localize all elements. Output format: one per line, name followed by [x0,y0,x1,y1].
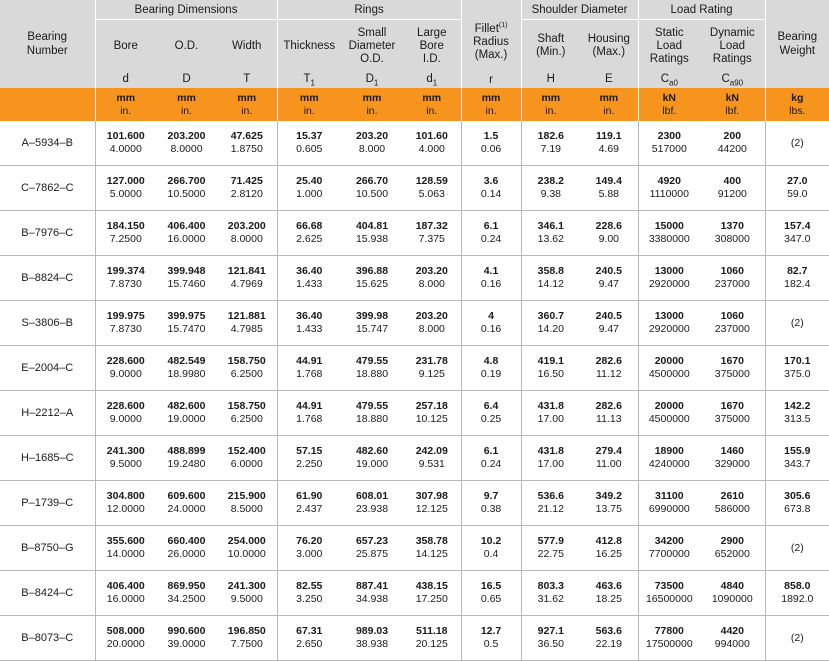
value-cell: 121.881 4.7985 [217,301,277,346]
value-cell: 25.40 1.000 [277,166,341,211]
value-cell: 34200 7700000 [638,526,700,571]
value-cell: 887.41 34.938 [341,571,403,616]
value-cell: 73500 16500000 [638,571,700,616]
value-cell: 203.200 8.0000 [156,121,217,166]
value-cell: 511.18 20.125 [403,616,461,661]
value-cell: 44.91 1.768 [277,346,341,391]
value-cell: 128.59 5.063 [403,166,461,211]
shoulder-diameter-group: Shoulder Diameter [521,0,638,20]
bearing-number: A–5934–B [0,121,95,166]
unit-cell: mm in. [580,88,638,121]
column-symbol: d [95,72,156,88]
table-row [0,121,829,166]
value-cell: 396.88 15.625 [341,256,403,301]
value-cell: 31100 6990000 [638,481,700,526]
value-cell: 13000 2920000 [638,301,700,346]
value-cell: 419.1 16.50 [521,346,580,391]
column-header: Static Load Ratings [638,20,700,73]
value-cell: 488.899 19.2480 [156,436,217,481]
value-cell: 215.900 8.5000 [217,481,277,526]
value-cell: 121.841 4.7969 [217,256,277,301]
column-header: Large Bore I.D. [403,20,461,73]
value-cell: 4.8 0.19 [461,346,521,391]
value-cell: 242.09 9.531 [403,436,461,481]
unit-cell: mm in. [217,88,277,121]
value-cell: 482.600 19.0000 [156,391,217,436]
bearing-number: B–8750–G [0,526,95,571]
value-cell: 20000 4500000 [638,346,700,391]
bearing-number: B–8424–C [0,571,95,616]
value-cell: 82.55 3.250 [277,571,341,616]
value-cell: 990.600 39.0000 [156,616,217,661]
value-cell: 438.15 17.250 [403,571,461,616]
value-cell: 127.000 5.0000 [95,166,156,211]
value-cell: 158.750 6.2500 [217,391,277,436]
table-row [0,616,829,661]
unit-cell: mm in. [521,88,580,121]
column-header: Dynamic Load Ratings [700,20,765,73]
value-cell: 482.549 18.9980 [156,346,217,391]
value-cell: 1.5 0.06 [461,121,521,166]
value-cell: 228.600 9.0000 [95,391,156,436]
column-symbol: D [156,72,217,88]
column-header: Housing (Max.) [580,20,638,73]
value-cell: 196.850 7.7500 [217,616,277,661]
value-cell: 4840 1090000 [700,571,765,616]
unit-cell: mm in. [461,88,521,121]
value-cell: 4 0.16 [461,301,521,346]
value-cell: 399.948 15.7460 [156,256,217,301]
table-row [0,166,829,211]
units-empty [0,88,95,121]
value-cell: 231.78 9.125 [403,346,461,391]
value-cell: 479.55 18.880 [341,346,403,391]
unit-cell: mm in. [156,88,217,121]
value-cell: 431.8 17.00 [521,391,580,436]
value-cell: 203.20 8.000 [341,121,403,166]
value-cell: 6.4 0.25 [461,391,521,436]
column-symbol: $C_{a90}$ [700,72,765,88]
unit-cell: kN lbf. [700,88,765,121]
fillet-symbol: r [461,72,521,88]
value-cell: 257.18 10.125 [403,391,461,436]
value-cell: 482.60 19.000 [341,436,403,481]
value-cell: 10.2 0.4 [461,526,521,571]
value-cell: 254.000 10.0000 [217,526,277,571]
value-cell: 228.6 9.00 [580,211,638,256]
value-cell: 3.6 0.14 [461,166,521,211]
value-cell: 1370 308000 [700,211,765,256]
weight-cell: 82.7 182.4 [765,256,829,301]
weight-cell: 858.0 1892.0 [765,571,829,616]
value-cell: 608.01 23.938 [341,481,403,526]
column-header: O.D. [156,20,217,73]
weight-cell: (2) [765,121,829,166]
value-cell: 119.1 4.69 [580,121,638,166]
value-cell: 4420 994000 [700,616,765,661]
value-cell: 20000 4500000 [638,391,700,436]
column-symbol: $C_{a0}$ [638,72,700,88]
table-header [0,0,829,121]
value-cell: 660.400 26.0000 [156,526,217,571]
value-cell: 67.31 2.650 [277,616,341,661]
value-cell: 279.4 11.00 [580,436,638,481]
value-cell: 282.6 11.12 [580,346,638,391]
value-cell: 182.6 7.19 [521,121,580,166]
unit-cell: mm in. [277,88,341,121]
value-cell: 609.600 24.0000 [156,481,217,526]
value-cell: 2900 652000 [700,526,765,571]
value-cell: 1670 375000 [700,391,765,436]
bearing-number: S–3806–B [0,301,95,346]
column-header: Shaft (Min.) [521,20,580,73]
value-cell: 9.7 0.38 [461,481,521,526]
value-cell: 76.20 3.000 [277,526,341,571]
table-row [0,571,829,616]
value-cell: 431.8 17.00 [521,436,580,481]
value-cell: 36.40 1.433 [277,301,341,346]
value-cell: 266.700 10.5000 [156,166,217,211]
value-cell: 563.6 22.19 [580,616,638,661]
value-cell: 657.23 25.875 [341,526,403,571]
value-cell: 536.6 21.12 [521,481,580,526]
value-cell: 15000 3380000 [638,211,700,256]
value-cell: 360.7 14.20 [521,301,580,346]
table-row [0,256,829,301]
value-cell: 203.20 8.000 [403,301,461,346]
value-cell: 406.400 16.0000 [156,211,217,256]
value-cell: 184.150 7.2500 [95,211,156,256]
value-cell: 404.81 15.938 [341,211,403,256]
value-cell: 463.6 18.25 [580,571,638,616]
column-symbol: E [580,72,638,88]
value-cell: 203.20 8.000 [403,256,461,301]
value-cell: 238.2 9.38 [521,166,580,211]
value-cell: 577.9 22.75 [521,526,580,571]
value-cell: 57.15 2.250 [277,436,341,481]
column-header: Small Diameter O.D. [341,20,403,73]
value-cell: 400 91200 [700,166,765,211]
value-cell: 240.5 9.47 [580,301,638,346]
value-cell: 989.03 38.938 [341,616,403,661]
unit-cell: kN lbf. [638,88,700,121]
value-cell: 44.91 1.768 [277,391,341,436]
table-row [0,346,829,391]
column-symbol: T [217,72,277,88]
value-cell: 2300 517000 [638,121,700,166]
bearing-number: H–1685–C [0,436,95,481]
value-cell: 200 44200 [700,121,765,166]
weight-cell: 27.0 59.0 [765,166,829,211]
weight-cell: 170.1 375.0 [765,346,829,391]
value-cell: 158.750 6.2500 [217,346,277,391]
value-cell: 101.60 4.000 [403,121,461,166]
value-cell: 18900 4240000 [638,436,700,481]
bearing-number: P–1739–C [0,481,95,526]
value-cell: 406.400 16.0000 [95,571,156,616]
value-cell: 4920 1110000 [638,166,700,211]
value-cell: 149.4 5.88 [580,166,638,211]
value-cell: 47.625 1.8750 [217,121,277,166]
value-cell: 199.374 7.8730 [95,256,156,301]
weight-cell: 142.2 313.5 [765,391,829,436]
value-cell: 349.2 13.75 [580,481,638,526]
bearing-number: B–8073–C [0,616,95,661]
value-cell: 358.8 14.12 [521,256,580,301]
value-cell: 399.975 15.7470 [156,301,217,346]
value-cell: 282.6 11.13 [580,391,638,436]
table-row [0,526,829,571]
value-cell: 355.600 14.0000 [95,526,156,571]
value-cell: 66.68 2.625 [277,211,341,256]
value-cell: 199.975 7.8730 [95,301,156,346]
value-cell: 927.1 36.50 [521,616,580,661]
column-symbol: H [521,72,580,88]
unit-cell: mm in. [403,88,461,121]
value-cell: 61.90 2.437 [277,481,341,526]
weight-cell: (2) [765,526,829,571]
value-cell: 869.950 34.2500 [156,571,217,616]
value-cell: 1670 375000 [700,346,765,391]
value-cell: 307.98 12.125 [403,481,461,526]
column-symbol: $d_1$ [403,72,461,88]
value-cell: 479.55 18.880 [341,391,403,436]
value-cell: 240.5 9.47 [580,256,638,301]
table-row [0,211,829,256]
value-cell: 152.400 6.0000 [217,436,277,481]
table-row [0,391,829,436]
column-header: Thickness [277,20,341,73]
value-cell: 346.1 13.62 [521,211,580,256]
value-cell: 508.000 20.0000 [95,616,156,661]
column-symbol: $D_1$ [341,72,403,88]
value-cell: 203.200 8.0000 [217,211,277,256]
value-cell: 304.800 12.0000 [95,481,156,526]
units-row [0,88,829,121]
table-body [0,121,829,661]
table-row [0,481,829,526]
value-cell: 1060 237000 [700,301,765,346]
value-cell: 1460 329000 [700,436,765,481]
fillet-radius-header: Fillet$^{(1)}$ Radius (Max.) [461,0,521,72]
weight-cell: 155.9 343.7 [765,436,829,481]
value-cell: 2610 586000 [700,481,765,526]
value-cell: 36.40 1.433 [277,256,341,301]
rings-group: Rings [277,0,461,20]
value-cell: 13000 2920000 [638,256,700,301]
value-cell: 228.600 9.0000 [95,346,156,391]
value-cell: 4.1 0.16 [461,256,521,301]
load-rating-group: Load Rating [638,0,765,20]
value-cell: 71.425 2.8120 [217,166,277,211]
bearing-number: C–7862–C [0,166,95,211]
value-cell: 77800 17500000 [638,616,700,661]
unit-cell: mm in. [95,88,156,121]
bearing-number: B–8824–C [0,256,95,301]
bearing-dimensions-group: Bearing Dimensions [95,0,277,20]
value-cell: 399.98 15.747 [341,301,403,346]
value-cell: 803.3 31.62 [521,571,580,616]
value-cell: 1060 237000 [700,256,765,301]
value-cell: 101.600 4.0000 [95,121,156,166]
bearing-number: E–2004–C [0,346,95,391]
table-row [0,436,829,481]
bearing-number: H–2212–A [0,391,95,436]
value-cell: 187.32 7.375 [403,211,461,256]
value-cell: 15.37 0.605 [277,121,341,166]
value-cell: 241.300 9.5000 [217,571,277,616]
weight-cell: (2) [765,301,829,346]
unit-cell: kg lbs. [765,88,829,121]
unit-cell: mm in. [341,88,403,121]
column-header: Width [217,20,277,73]
table-row [0,301,829,346]
value-cell: 6.1 0.24 [461,436,521,481]
value-cell: 12.7 0.5 [461,616,521,661]
bearing-weight-header: Bearing Weight [765,0,829,88]
value-cell: 16.5 0.65 [461,571,521,616]
value-cell: 266.70 10.500 [341,166,403,211]
column-symbol: $T_1$ [277,72,341,88]
weight-cell: 157.4 347.0 [765,211,829,256]
weight-cell: 305.6 673.8 [765,481,829,526]
bearing-number: B–7976–C [0,211,95,256]
column-header: Bore [95,20,156,73]
weight-cell: (2) [765,616,829,661]
value-cell: 358.78 14.125 [403,526,461,571]
value-cell: 6.1 0.24 [461,211,521,256]
value-cell: 412.8 16.25 [580,526,638,571]
bearing-number-header: Bearing Number [0,0,95,88]
value-cell: 241.300 9.5000 [95,436,156,481]
